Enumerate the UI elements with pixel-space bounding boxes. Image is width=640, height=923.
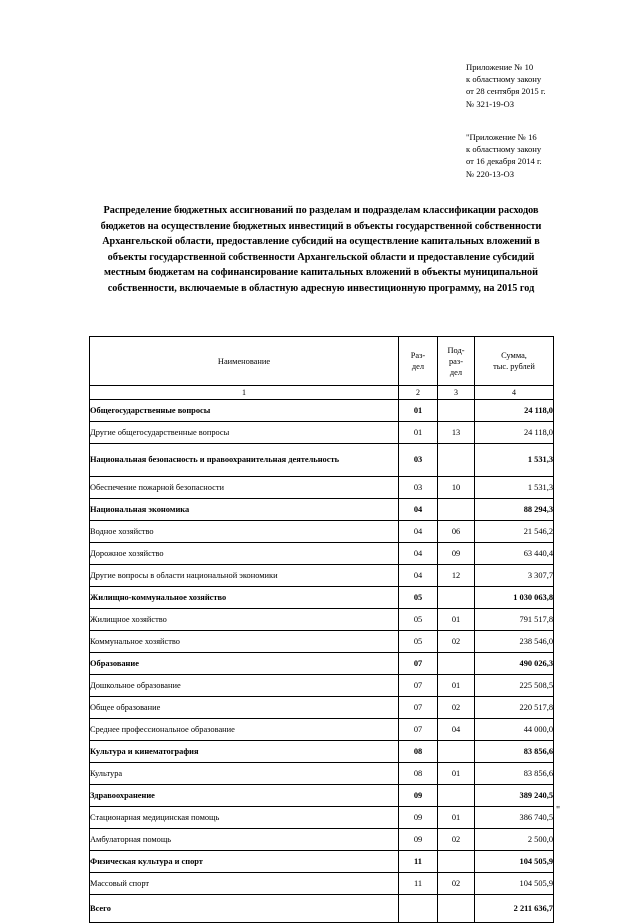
row-podrazdel: 13 xyxy=(438,422,475,444)
row-amount: 83 856,6 xyxy=(475,763,554,785)
row-razdel: 05 xyxy=(399,631,438,653)
page-title: Распределение бюджетных ассигнований по разделам и подразделам классификации расходов бюджетов на осуществление бюджетных инвестиций в объекты государственной собственности Архангельской области, предоставление субсидий на осуществление капитальных вложений в объекты государственной собственности Архангельской области и предоставление субсидий местным бюджетам на софинансирование капитальных вложений в объекты муниципальной собственности, включаемые в областную адресную инвестиционную программу, на 2015 год xyxy=(100,205,542,294)
row-name: Образование xyxy=(90,653,399,675)
row-name: Другие вопросы в области национальной экономики xyxy=(90,565,399,587)
row-razdel: 05 xyxy=(399,587,438,609)
reference-block-appendix-16 xyxy=(466,131,636,180)
row-amount: 3 307,7 xyxy=(475,565,554,587)
row-amount: 24 118,0 xyxy=(475,400,554,422)
column-header-name: Наименование xyxy=(90,337,399,386)
row-razdel: 11 xyxy=(399,851,438,873)
row-podrazdel xyxy=(438,400,475,422)
row-razdel: 04 xyxy=(399,521,438,543)
column-header-podrazdel-line3: дел xyxy=(449,367,463,377)
row-name: Другие общегосударственные вопросы xyxy=(90,422,399,444)
column-number-2: 2 xyxy=(399,386,438,400)
column-number-4: 4 xyxy=(475,386,554,400)
column-number-3: 3 xyxy=(438,386,475,400)
table-row xyxy=(90,653,554,675)
table-row xyxy=(90,741,554,763)
row-amount: 2 500,0 xyxy=(475,829,554,851)
reference-line: Приложение № 10 xyxy=(466,62,534,72)
row-razdel: 09 xyxy=(399,807,438,829)
row-razdel: 04 xyxy=(399,499,438,521)
row-amount: 1 531,3 xyxy=(475,444,554,477)
row-razdel: 07 xyxy=(399,719,438,741)
column-header-podrazdel-line1: Под- xyxy=(447,345,465,355)
reference-line: от 28 сентября 2015 г. xyxy=(466,86,546,97)
row-podrazdel xyxy=(438,895,475,923)
row-podrazdel: 01 xyxy=(438,807,475,829)
table-row xyxy=(90,785,554,807)
row-name: Дошкольное образование xyxy=(90,675,399,697)
reference-line: к областному закону xyxy=(466,144,542,155)
total-label: Всего xyxy=(90,895,399,923)
table-total-row xyxy=(90,895,554,923)
table-row xyxy=(90,400,554,422)
table-row xyxy=(90,719,554,741)
row-name: Жилищное хозяйство xyxy=(90,609,399,631)
row-razdel: 07 xyxy=(399,675,438,697)
row-razdel xyxy=(399,895,438,923)
column-header-razdel-line1: Раз- xyxy=(410,351,426,360)
table-row xyxy=(90,675,554,697)
row-podrazdel: 02 xyxy=(438,873,475,895)
row-amount: 83 856,6 xyxy=(475,741,554,763)
row-razdel: 03 xyxy=(399,444,438,477)
table-row xyxy=(90,829,554,851)
table-row xyxy=(90,587,554,609)
column-header-summa xyxy=(475,337,554,386)
row-amount: 1 030 063,8 xyxy=(475,587,554,609)
row-amount: 389 240,5 xyxy=(475,785,554,807)
row-razdel: 04 xyxy=(399,565,438,587)
row-name: Национальная безопасность и правоохранительная деятельность xyxy=(90,444,399,477)
row-amount: 791 517,8 xyxy=(475,609,554,631)
row-podrazdel xyxy=(438,785,475,807)
table-row xyxy=(90,521,554,543)
table-row xyxy=(90,477,554,499)
row-podrazdel: 06 xyxy=(438,521,475,543)
row-podrazdel: 01 xyxy=(438,675,475,697)
column-number-1: 1 xyxy=(90,386,399,400)
row-podrazdel: 10 xyxy=(438,477,475,499)
row-name: Национальная экономика xyxy=(90,499,399,521)
row-amount: 238 546,0 xyxy=(475,631,554,653)
row-podrazdel xyxy=(438,587,475,609)
column-header-podrazdel xyxy=(438,337,475,386)
row-podrazdel xyxy=(438,444,475,477)
row-razdel: 11 xyxy=(399,873,438,895)
table-row xyxy=(90,697,554,719)
column-header-summa-line2: тыс. рублей xyxy=(493,362,535,371)
row-amount: 44 000,0 xyxy=(475,719,554,741)
row-name: Жилищно-коммунальное хозяйство xyxy=(90,587,399,609)
row-podrazdel: 02 xyxy=(438,697,475,719)
row-podrazdel: 09 xyxy=(438,543,475,565)
table-row xyxy=(90,422,554,444)
table-row xyxy=(90,543,554,565)
row-podrazdel xyxy=(438,741,475,763)
column-header-razdel-line2: дел xyxy=(411,362,425,371)
row-razdel: 09 xyxy=(399,785,438,807)
column-header-podrazdel-line2: раз- xyxy=(448,356,463,366)
row-name: Общегосударственные вопросы xyxy=(90,400,399,422)
reference-line: к областному закону xyxy=(466,74,542,85)
trailing-quote-mark: " xyxy=(556,805,561,816)
row-name: Среднее профессиональное образование xyxy=(90,719,399,741)
budget-table-container xyxy=(89,336,553,923)
row-razdel: 09 xyxy=(399,829,438,851)
row-name: Амбулаторная помощь xyxy=(90,829,399,851)
row-amount: 104 505,9 xyxy=(475,851,554,873)
row-amount: 220 517,8 xyxy=(475,697,554,719)
row-amount: 21 546,2 xyxy=(475,521,554,543)
row-razdel: 07 xyxy=(399,653,438,675)
reference-line: № 220-13-ОЗ xyxy=(466,168,515,179)
row-razdel: 07 xyxy=(399,697,438,719)
row-podrazdel xyxy=(438,499,475,521)
row-podrazdel: 02 xyxy=(438,631,475,653)
table-row xyxy=(90,444,554,477)
total-amount: 2 211 636,7 xyxy=(475,895,554,923)
row-podrazdel: 01 xyxy=(438,763,475,785)
reference-line: от 16 декабря 2014 г. xyxy=(466,156,542,167)
table-row xyxy=(90,807,554,829)
row-name: Обеспечение пожарной безопасности xyxy=(90,477,399,499)
row-podrazdel xyxy=(438,851,475,873)
row-name: Культура xyxy=(90,763,399,785)
row-amount: 1 531,3 xyxy=(475,477,554,499)
table-row xyxy=(90,873,554,895)
row-podrazdel: 01 xyxy=(438,609,475,631)
column-header-summa-line1: Сумма, xyxy=(501,351,527,360)
table-row xyxy=(90,565,554,587)
row-razdel: 01 xyxy=(399,400,438,422)
table-header-row xyxy=(90,337,554,386)
table-row xyxy=(90,609,554,631)
row-name: Стационарная медицинская помощь xyxy=(90,807,399,829)
row-razdel: 05 xyxy=(399,609,438,631)
row-razdel: 04 xyxy=(399,543,438,565)
budget-table xyxy=(89,336,554,923)
row-amount: 88 294,3 xyxy=(475,499,554,521)
row-razdel: 08 xyxy=(399,741,438,763)
row-amount: 63 440,4 xyxy=(475,543,554,565)
row-amount: 386 740,5 xyxy=(475,807,554,829)
reference-block-appendix-10 xyxy=(466,61,636,110)
row-name: Массовый спорт xyxy=(90,873,399,895)
row-name: Здравоохранение xyxy=(90,785,399,807)
table-row xyxy=(90,631,554,653)
row-podrazdel: 04 xyxy=(438,719,475,741)
row-amount: 225 508,5 xyxy=(475,675,554,697)
row-podrazdel: 02 xyxy=(438,829,475,851)
row-name: Коммунальное хозяйство xyxy=(90,631,399,653)
row-name: Общее образование xyxy=(90,697,399,719)
column-number-row xyxy=(90,386,554,400)
table-row xyxy=(90,499,554,521)
row-amount: 490 026,3 xyxy=(475,653,554,675)
row-name: Дорожное хозяйство xyxy=(90,543,399,565)
row-podrazdel xyxy=(438,653,475,675)
reference-line: № 321-19-ОЗ xyxy=(466,98,515,109)
row-razdel: 01 xyxy=(399,422,438,444)
row-amount: 104 505,9 xyxy=(475,873,554,895)
table-row xyxy=(90,763,554,785)
table-row xyxy=(90,851,554,873)
row-podrazdel: 12 xyxy=(438,565,475,587)
reference-line: "Приложение № 16 xyxy=(466,132,537,142)
row-name: Культура и кинематография xyxy=(90,741,399,763)
row-razdel: 03 xyxy=(399,477,438,499)
row-razdel: 08 xyxy=(399,763,438,785)
row-name: Физическая культура и спорт xyxy=(90,851,399,873)
column-header-razdel xyxy=(399,337,438,386)
row-name: Водное хозяйство xyxy=(90,521,399,543)
row-amount: 24 118,0 xyxy=(475,422,554,444)
